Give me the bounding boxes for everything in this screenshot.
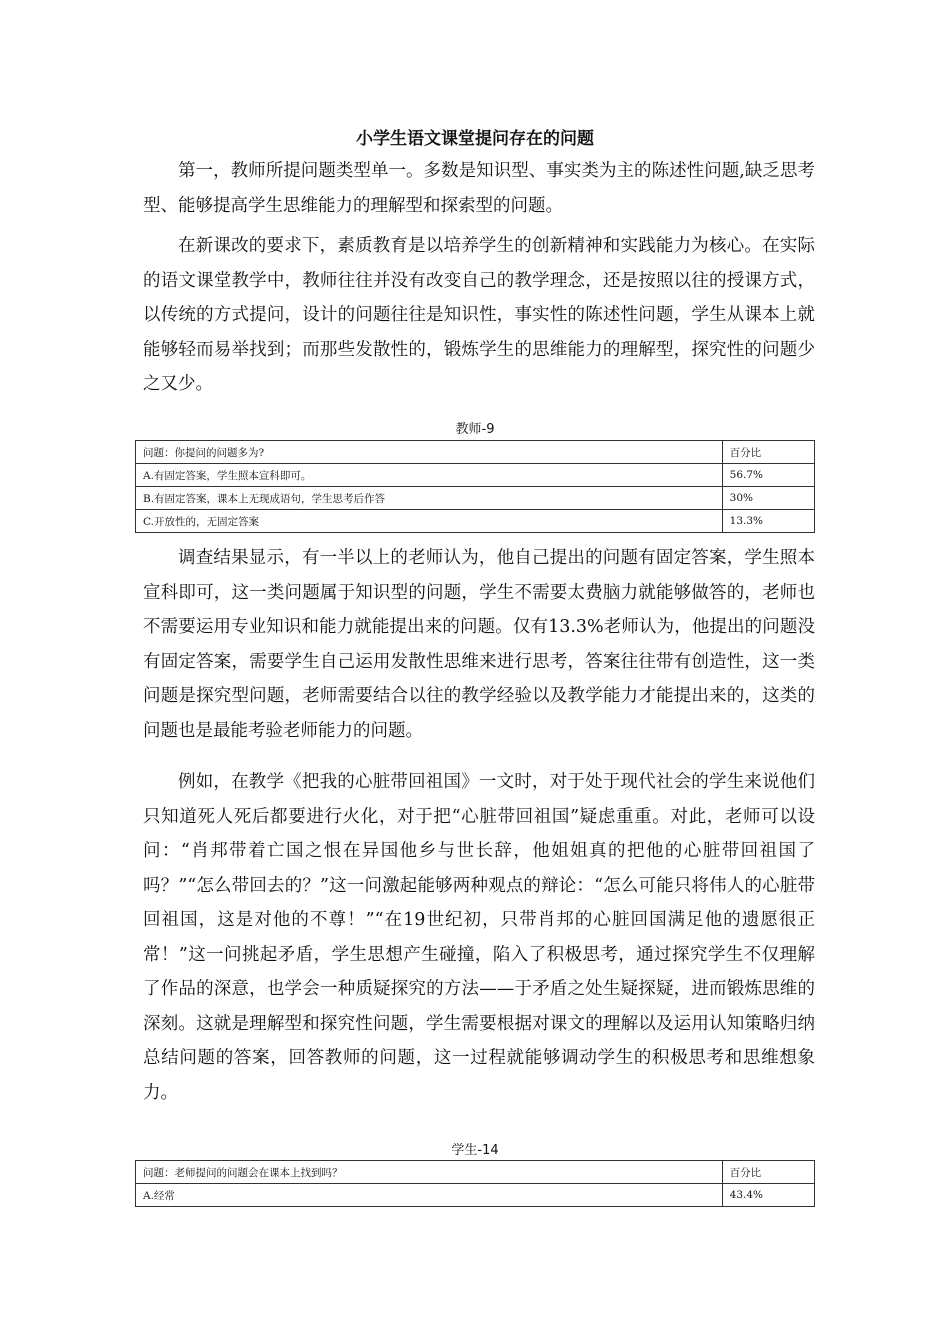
percent-cell: 30% bbox=[722, 487, 814, 510]
option-cell: A.经常 bbox=[136, 1184, 723, 1207]
student-survey-table bbox=[135, 1160, 815, 1207]
table-row bbox=[136, 510, 815, 533]
percent-cell: 13.3% bbox=[722, 510, 814, 533]
option-cell: C.开放性的，无固定答案 bbox=[136, 510, 723, 533]
percent-cell: 56.7% bbox=[722, 464, 814, 487]
paragraph-4: 例如，在教学《把我的心脏带回祖国》一文时，对于处于现代社会的学生来说他们只知道死人死后都要进行火化，对于把“心脏带回祖国”疑虑重重。对此，老师可以设问：“肖邦带着亡国之恨在异国他乡与世长辞，他姐姐真的把他的心脏带回祖国了吗？”“怎么带回去的？”这一问激起能够两种观点的辩论：“怎么可能只将伟人的心脏带回祖国，这是对他的不尊！”“在19世纪初，只带肖邦的心脏回国满足他的遗愿很正常！”这一问挑起矛盾，学生思想产生碰撞，陷入了积极思考，通过探究学生不仅理解了作品的深意，也学会一种质疑探究的方法——于矛盾之处生疑探疑，进而锻炼思维的深刻。这就是理解型和探究性问题，学生需要根据对课文的理解以及运用认知策略归纳总结问题的答案，回答教师的问题，这一过程就能够调动学生的积极思考和思维想象力。 bbox=[143, 772, 815, 1103]
question-header: 问题：老师提问的问题会在课本上找到吗？ bbox=[136, 1161, 723, 1184]
document-title: 小学生语文课堂提问存在的问题 bbox=[356, 129, 594, 149]
table2-caption: 学生-14 bbox=[451, 1143, 499, 1158]
question-header: 问题：你提问的问题多为? bbox=[136, 441, 723, 464]
paragraph-3: 调查结果显示，有一半以上的老师认为，他自己提出的问题有固定答案，学生照本宣科即可，这一类问题属于知识型的问题，学生不需要太费脑力就能够做答的，老师也不需要运用专业知识和能力就能提出来的问题。仅有13.3%老师认为，他提出的问题没有固定答案，需要学生自己运用发散性思维来进行思考，答案往往带有创造性，这一类问题是探究型问题，老师需要结合以往的教学经验以及教学能力才能提出来的，这类的问题也是最能考验老师能力的问题。 bbox=[143, 548, 815, 741]
table-row bbox=[136, 464, 815, 487]
table-header-row bbox=[136, 1161, 815, 1184]
table1-caption: 教师-9 bbox=[455, 422, 495, 437]
percent-header: 百分比 bbox=[722, 1161, 814, 1184]
paragraph-2: 在新课改的要求下，素质教育是以培养学生的创新精神和实践能力为核心。在实际的语文课堂教学中，教师往往并没有改变自己的教学理念，还是按照以往的授课方式，以传统的方式提问，设计的问题往往是知识性，事实性的陈述性问题，学生从课本上就能够轻而易举找到；而那些发散性的，锻炼学生的思维能力的理解型，探究性的问题少之又少。 bbox=[143, 236, 815, 394]
percent-cell: 43.4% bbox=[722, 1184, 814, 1207]
option-cell: A.有固定答案，学生照本宣科即可。 bbox=[136, 464, 723, 487]
percent-header: 百分比 bbox=[722, 441, 814, 464]
paragraph-1: 第一，教师所提问题类型单一。多数是知识型、事实类为主的陈述性问题,缺乏思考型、能够提高学生思维能力的理解型和探索型的问题。 bbox=[143, 161, 815, 216]
table-row bbox=[136, 487, 815, 510]
table-row bbox=[136, 1184, 815, 1207]
teacher-survey-table bbox=[135, 440, 815, 533]
option-cell: B.有固定答案，课本上无现成语句，学生思考后作答 bbox=[136, 487, 723, 510]
table-header-row bbox=[136, 441, 815, 464]
